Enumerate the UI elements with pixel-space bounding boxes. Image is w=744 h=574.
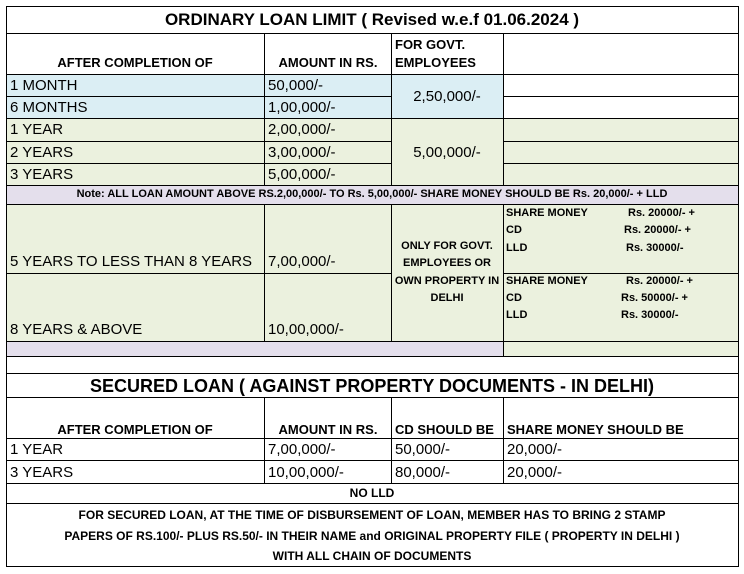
charge-value: Rs. 30000/- xyxy=(626,242,684,254)
header-govt-line1: FOR GOVT. xyxy=(395,37,466,52)
row-period: 2 YEARS xyxy=(10,144,74,161)
govt-amount: 2,50,000/- xyxy=(413,88,481,105)
row-amount: 50,000/- xyxy=(268,77,324,94)
row-amount: 1,00,000/- xyxy=(268,99,336,116)
secured-row-share: 20,000/- xyxy=(507,464,563,481)
footer-line: WITH ALL CHAIN OF DOCUMENTS xyxy=(272,549,472,563)
header-govt-line2: EMPLOYEES xyxy=(395,55,476,70)
row-amount: 2,00,000/- xyxy=(268,121,336,138)
row-period: 1 YEAR xyxy=(10,121,64,138)
secured-row-amount: 7,00,000/- xyxy=(268,441,336,458)
charge-label: CD xyxy=(506,292,522,304)
no-lld-text: NO LLD xyxy=(349,486,395,500)
footer-line: PAPERS OF RS.100/- PLUS RS.50/- IN THEIR NAME and ORIGINAL PROPERTY FILE ( PROPERTY IN DELHI ) xyxy=(64,529,680,543)
lavender-row-fill-right xyxy=(503,341,738,356)
header-after-completion: AFTER COMPLETION OF xyxy=(57,55,213,70)
eligibility-line: DELHI xyxy=(430,292,464,304)
ordinary-title: ORDINARY LOAN LIMIT ( Revised w.e.f 01.06.2024 ) xyxy=(164,10,580,29)
secured-header-after: AFTER COMPLETION OF xyxy=(57,422,213,437)
eligibility-line: ONLY FOR GOVT. xyxy=(401,240,493,252)
charge-value: Rs. 50000/- + xyxy=(621,292,688,304)
note-text: Note: ALL LOAN AMOUNT ABOVE RS.2,00,000/- TO Rs. 5,00,000/- SHARE MONEY SHOULD BE Rs. 20,000/- + LLD xyxy=(76,188,668,200)
long-row-amount: 10,00,000/- xyxy=(268,321,344,338)
secured-header-amount: AMOUNT IN RS. xyxy=(278,422,378,437)
charge-value: Rs. 20000/- + xyxy=(624,224,691,236)
secured-row-share: 20,000/- xyxy=(507,441,563,458)
header-amount: AMOUNT IN RS. xyxy=(278,55,378,70)
row-period: 6 MONTHS xyxy=(10,99,88,116)
row-amount: 5,00,000/- xyxy=(268,166,336,183)
long-row-amount: 7,00,000/- xyxy=(268,253,336,270)
row-amount: 3,00,000/- xyxy=(268,144,336,161)
row-period: 1 MONTH xyxy=(10,77,78,94)
footer-line: FOR SECURED LOAN, AT THE TIME OF DISBURSEMENT OF LOAN, MEMBER HAS TO BRING 2 STAMP xyxy=(78,508,666,522)
secured-row-period: 1 YEAR xyxy=(10,441,64,458)
green-row-fill xyxy=(6,118,738,185)
long-row-period: 5 YEARS TO LESS THAN 8 YEARS xyxy=(10,253,253,270)
charge-label: CD xyxy=(506,224,522,236)
secured-header-cd: CD SHOULD BE xyxy=(395,422,494,437)
row-period: 3 YEARS xyxy=(10,166,74,183)
secured-row-cd: 50,000/- xyxy=(395,441,451,458)
govt-amount: 5,00,000/- xyxy=(413,144,481,161)
white-cell-right-header xyxy=(503,34,738,74)
long-row-period: 8 YEARS & ABOVE xyxy=(10,321,143,338)
charge-label: SHARE MONEY xyxy=(506,207,588,219)
secured-row-amount: 10,00,000/- xyxy=(268,464,344,481)
charge-value: Rs. 20000/- + xyxy=(628,207,695,219)
charge-label: LLD xyxy=(506,242,528,254)
secured-row-period: 3 YEARS xyxy=(10,464,74,481)
eligibility-line: OWN PROPERTY IN xyxy=(394,275,500,287)
charge-value: Rs. 20000/- + xyxy=(626,275,693,287)
secured-header-share: SHARE MONEY SHOULD BE xyxy=(507,422,684,437)
charge-value: Rs. 30000/- xyxy=(621,309,679,321)
secured-title: SECURED LOAN ( AGAINST PROPERTY DOCUMENTS - IN DELHI) xyxy=(89,376,655,396)
eligibility-line: EMPLOYEES OR xyxy=(402,257,492,269)
charge-label: SHARE MONEY xyxy=(506,275,588,287)
secured-row-cd: 80,000/- xyxy=(395,464,451,481)
charge-label: LLD xyxy=(506,309,528,321)
lavender-row-fill xyxy=(6,341,503,356)
